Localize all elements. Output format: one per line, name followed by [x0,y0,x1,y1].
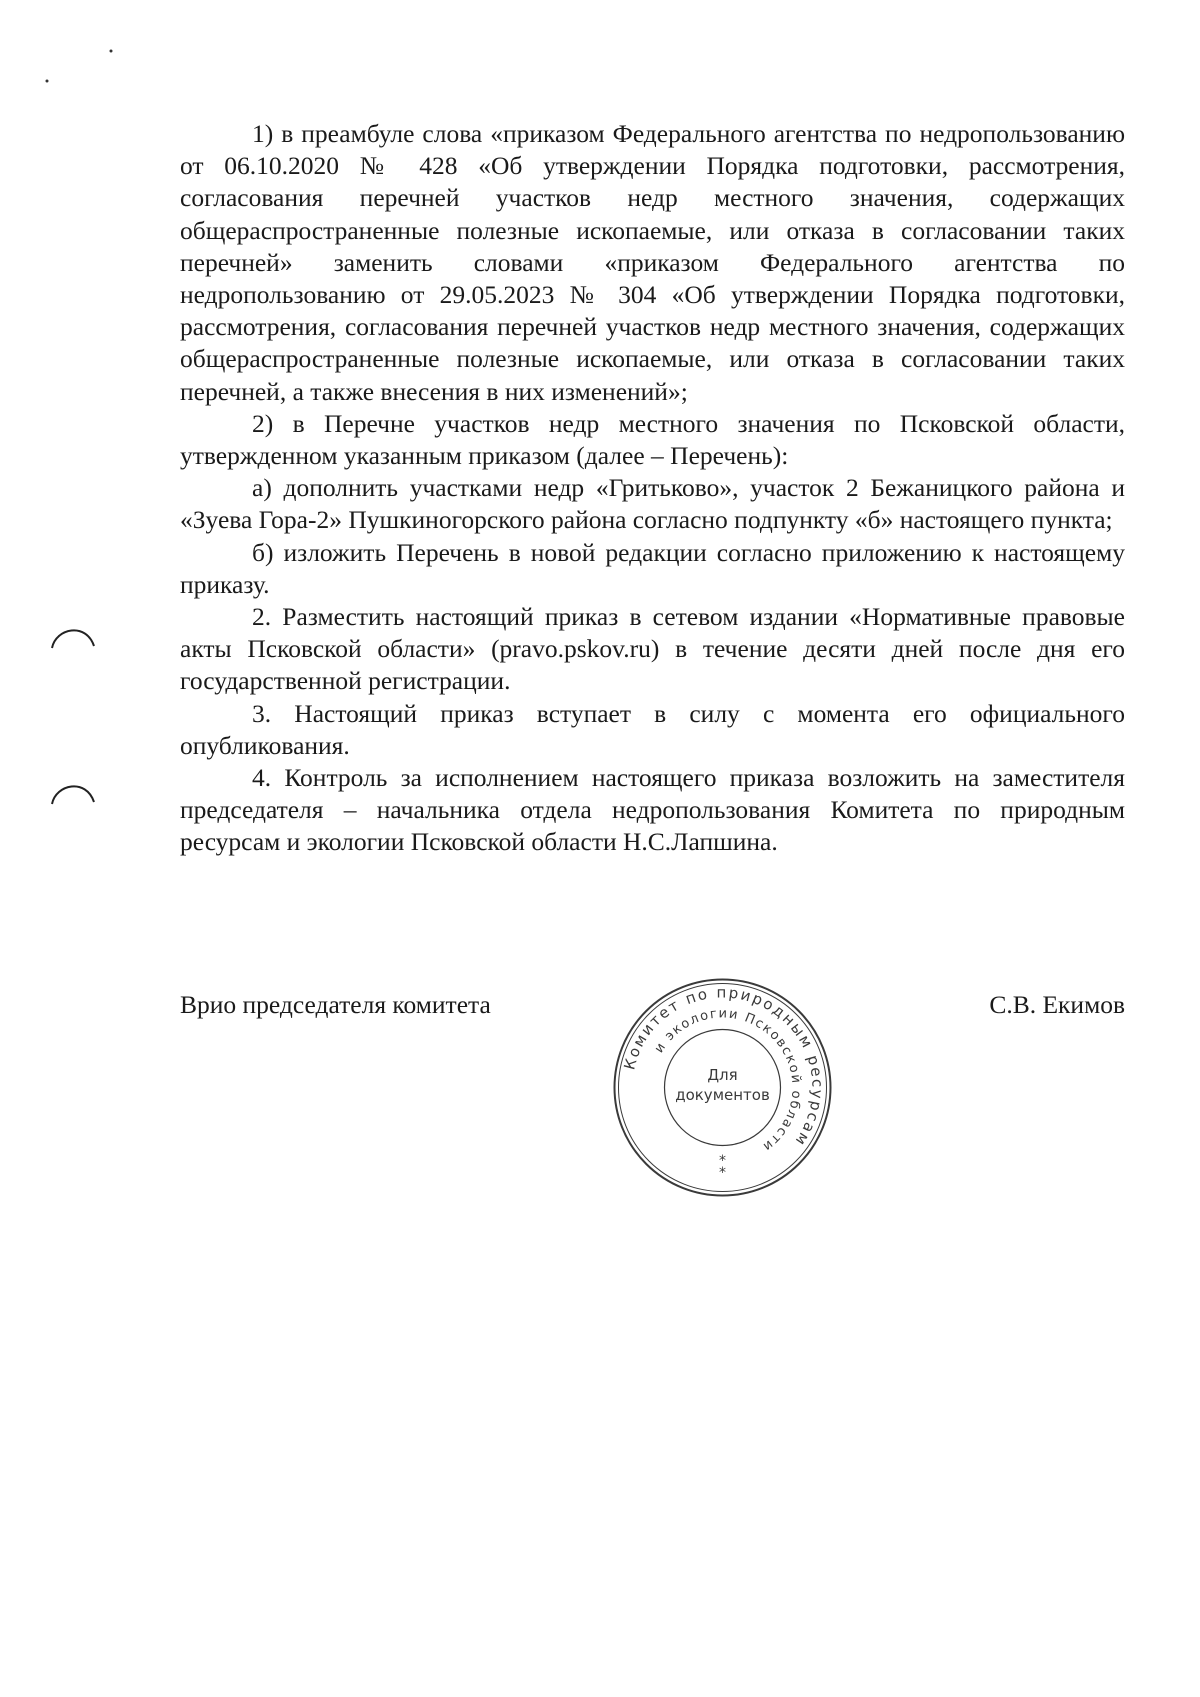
stamp-inner-text: и экологии Псковской области [651,1006,804,1155]
order-body [180,118,1125,859]
official-stamp [610,975,835,1200]
paragraph-item-2: 2. Разместить настоящий приказ в сетевом издании «Нормативные правовые акты Псковской области» (pravo.pskov.ru) в течение десяти дней после дня его государственной регистрации. [180,602,1125,696]
stamp-star-1: * [719,1153,726,1169]
paragraph-list-amendment: 2) в Перечне участков недр местного значения по Псковской области, утвержденном указанным приказом (далее – Перечень): [180,408,1125,471]
signatory-position: Врио председателя комитета [180,990,491,1019]
paragraph-subitem-a: а) дополнить участками недр «Гритьково», участок 2 Бежаницкого района и «Зуева Гора-2» Пушкиногорского района согласно подпункту «б» настоящего пункта; [180,473,1125,535]
scan-speck [44,78,54,88]
stamp-outer-text: Комитет по природным ресурсам [620,983,827,1151]
paragraph-subitem-b: б) изложить Перечень в новой редакции согласно приложению к настоящему приказу. [180,537,1125,599]
paragraph-item-3: 3. Настоящий приказ вступает в силу с момента его официального опубликования. [180,698,1125,760]
hole-punch-mark-upper [48,618,98,654]
stamp-center-line1: Для [707,1066,738,1084]
signatory-name: С.В. Екимов [989,990,1125,1019]
scan-speck [108,48,118,58]
paragraph-preamble-amendment: 1) в преамбуле слова «приказом Федерального агентства по недропользованию от 06.10.2020 № 428 «Об утверждении Порядка подготовки, рассмотрения, согласования перечней участков недр местного значения, содержащих общераспространенные полезные ископаемые, или отказа в согласовании таких перечней» заменить словами «приказом Федерального агентства по недропользованию от 29.05.2023 № 304 «Об утверждении Порядка подготовки, рассмотрения, согласования перечней участков недр местного значения, содержащих общераспространенные полезные ископаемые, или отказа в согласовании таких перечней, а также внесения в них изменений»; [180,119,1125,406]
stamp-star-2: * [719,1165,726,1181]
hole-punch-mark-lower [48,774,98,810]
paragraph-item-4: 4. Контроль за исполнением настоящего приказа возложить на заместителя председателя – начальника отдела недропользования Комитета по природным ресурсам и экологии Псковской области Н.С.Лапшина. [180,763,1125,857]
stamp-center-line2: документов [675,1086,770,1104]
